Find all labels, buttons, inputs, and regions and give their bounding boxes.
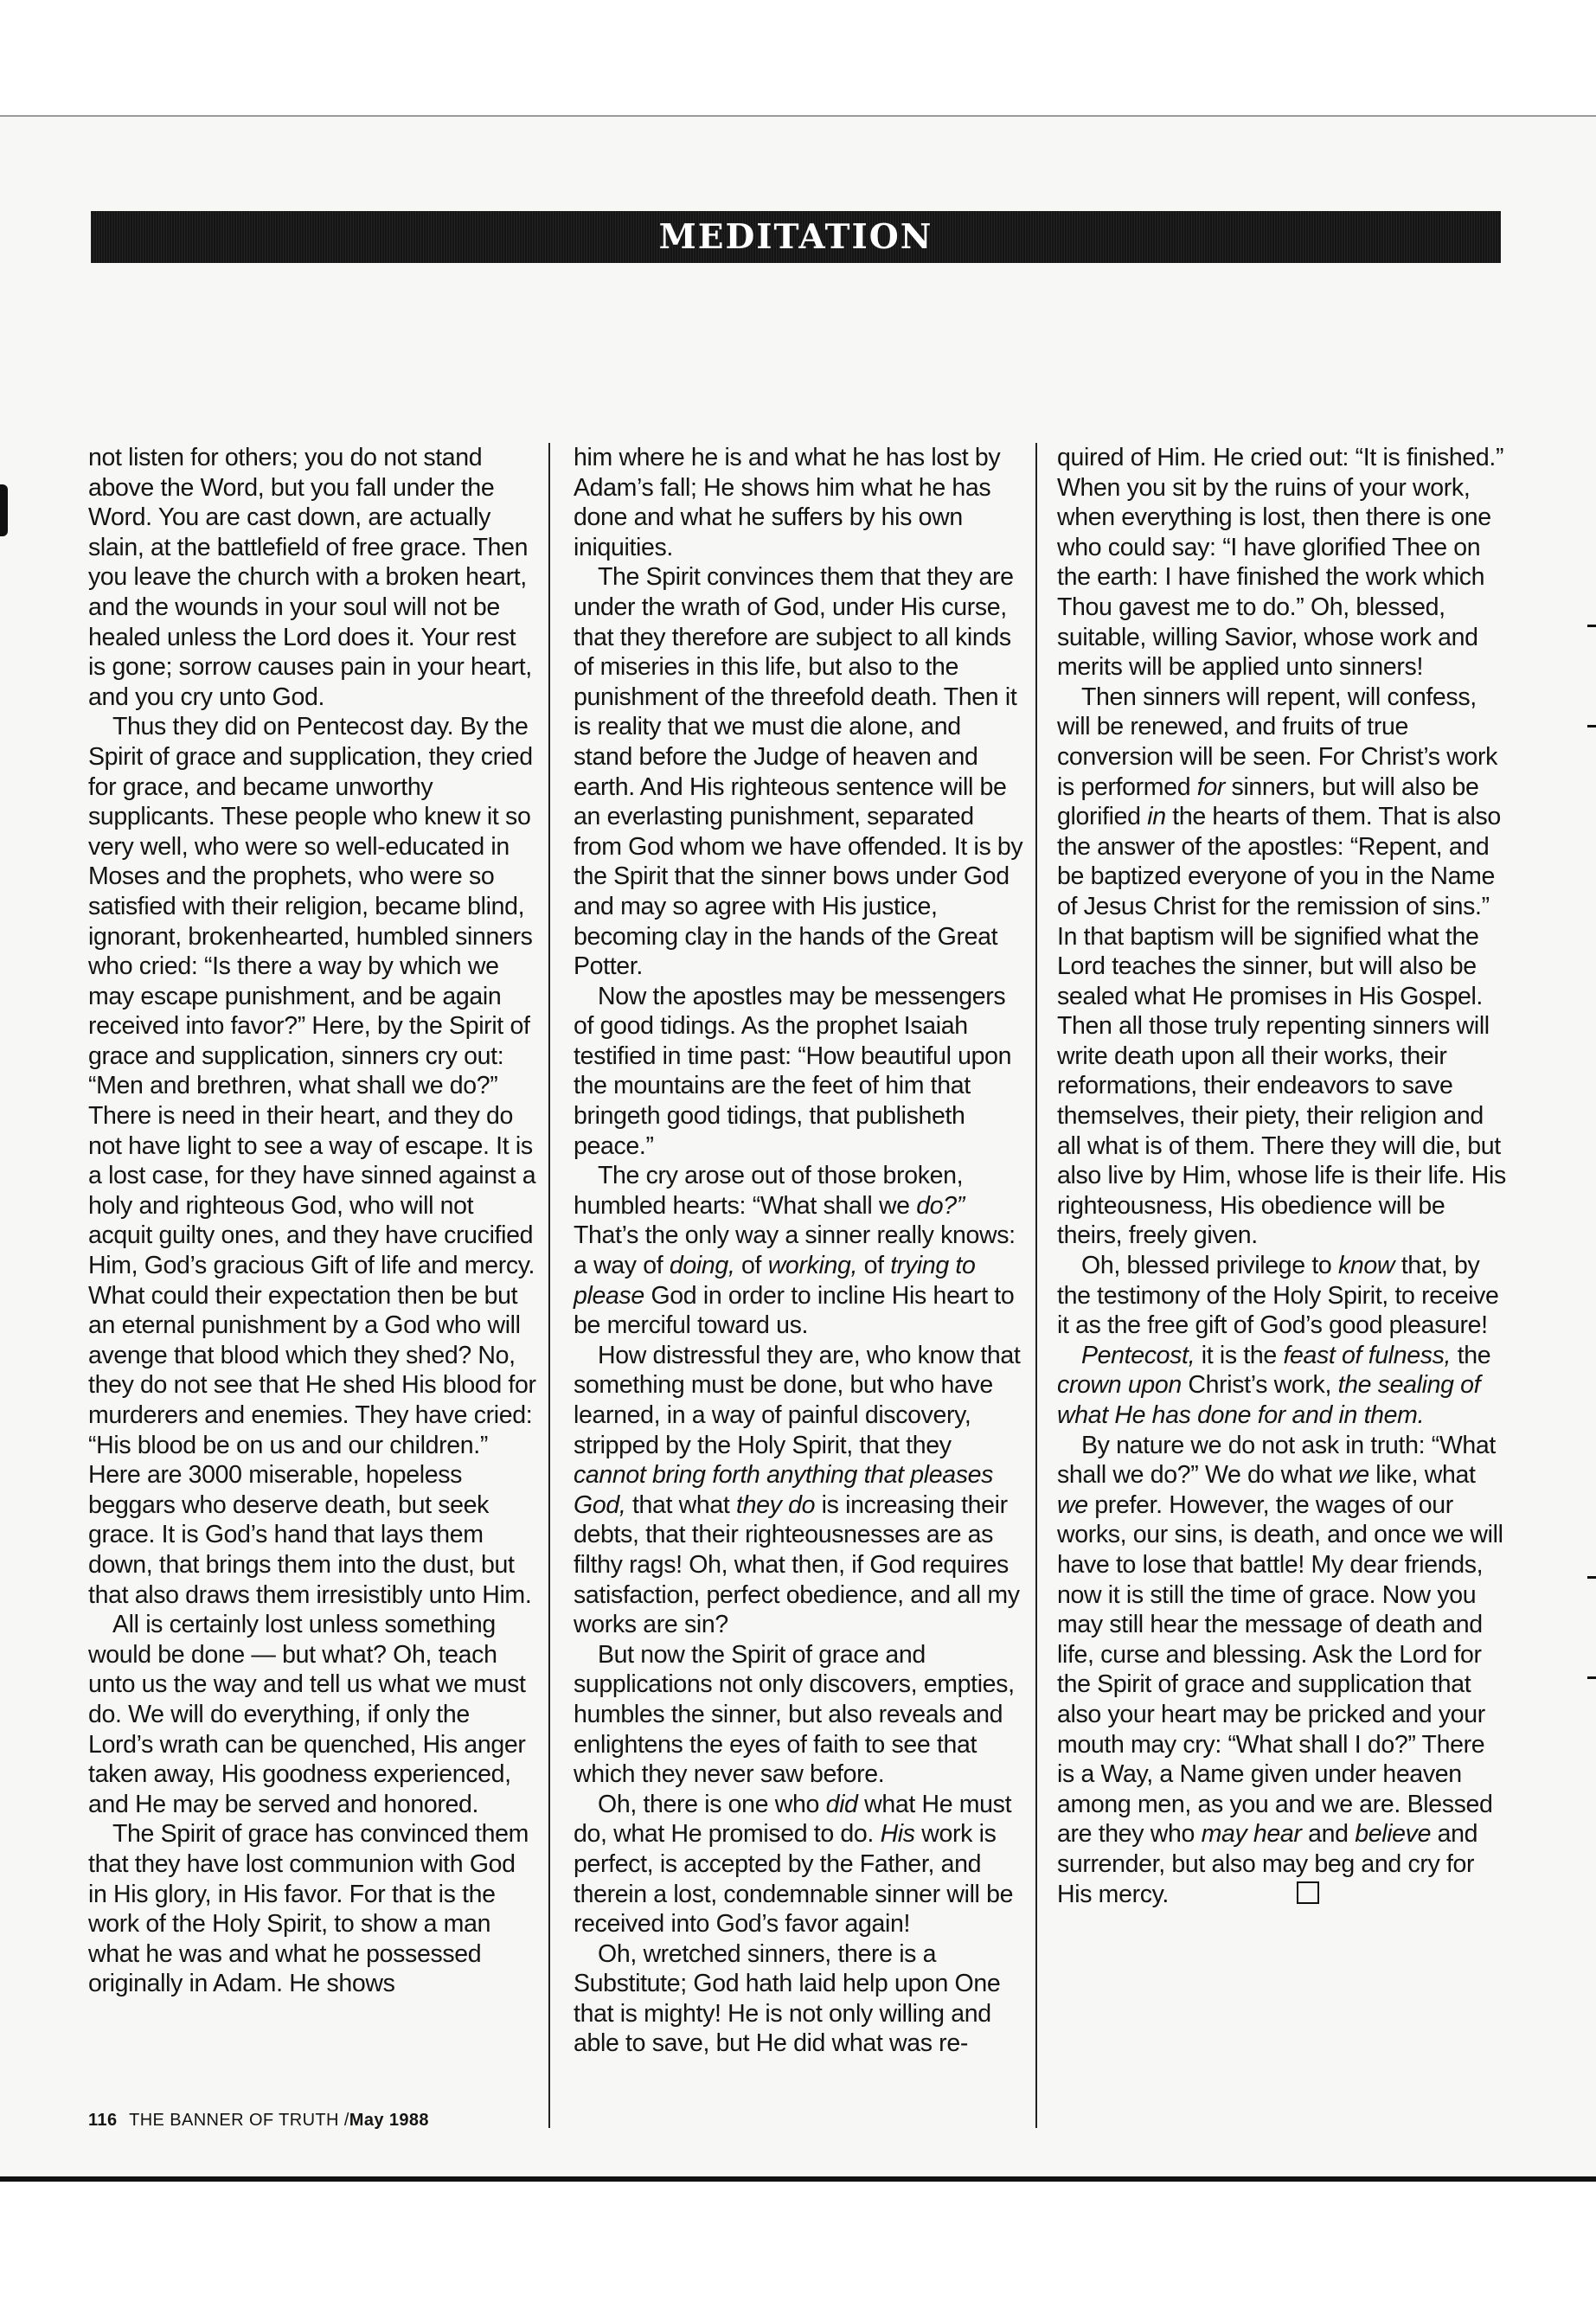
article-paragraph (574, 1640, 1023, 1790)
section-title: MEDITATION (658, 217, 933, 257)
text-run: is increasing their debts, that their righteousnesses are as filthy rags! Oh, what then, if God requires satisfaction, perfect obedience, and all my works are sin? (574, 1490, 1020, 1639)
emphasis-text: Pentecost, (1081, 1341, 1195, 1369)
text-run: Christ’s work, (1181, 1371, 1338, 1400)
emphasis-text: we (1337, 1461, 1369, 1490)
text-run: How distressful they are, who know that something must be done, but who have learned, in a way of painful discovery, stripped by the Holy Spirit, that they (574, 1341, 1021, 1459)
text-run: not listen for others; you do not stand above the Word, but you fall under the Word. You are cast down, are actually slain, at the battlefield of free grace. Then you leave the church with a broken heart, and the wounds in your soul will not be healed unless the Lord does it. Your rest is gone; sorrow causes pain in your heart, and you cry unto God. (88, 444, 532, 711)
text-run: The Spirit of grace has convinced them that they have lost communion with God in His glory, in His favor. For that is the work of the Holy Spirit, to show a man what he was and what he possessed originally in Adam. He shows (88, 1820, 529, 1998)
article-paragraph (88, 1819, 538, 1999)
article-paragraph (1057, 443, 1507, 683)
article-paragraph (88, 443, 538, 712)
emphasis-text: the sealing of what He has done for and in them. (1057, 1371, 1481, 1429)
article-paragraph (574, 1939, 1023, 2059)
text-column-3 (1057, 443, 1507, 1909)
page-footer (88, 2111, 429, 2131)
text-run: that what (625, 1490, 737, 1519)
text-run: sinners, but will also be glorified (1057, 772, 1479, 831)
column-divider (548, 443, 550, 2128)
text-run: what He must do, what He promised to do. (574, 1790, 1012, 1849)
section-banner (91, 211, 1501, 263)
text-run: Thus they did on Pentecost day. By the Spirit of grace and supplication, they cried for grace, and became unworthy supplicants. These people who knew it so very well, who were so well-educated in Moses and the prophets, who were so satisfied with their religion, became blind, ignorant, brokenhearted, humbled sinners who cried: “Is there a way by which we may escape punishment, and be again received into favor?” Here, by the Spirit of grace and supplication, sinners cry out: “Men and brethren, what shall we do?” There is need in their heart, and they do not have light to see a way of escape. It is a lost case, for they have sinned against a holy and righteous God, who will not acquit guilty ones, and they have crucified Him, God’s gracious Gift of life and mercy. What could their expectation then be but an eternal punishment by a God who will avenge that blood which they shed? No, they do not see that He shed His blood for murderers and enemies. They have cried: “His blood be on us and our children.” Here are 3000 miserable, hopeless beggars who deserve death, but seek grace. It is God’s hand that lays them down, that brings them into the dust, but that also draws them irresistibly unto Him. (88, 713, 536, 1609)
publication-name: THE BANNER OF TRUTH / (129, 2111, 349, 2130)
emphasis-text: they do (736, 1490, 816, 1519)
emphasis-text: for (1196, 772, 1225, 801)
article-paragraph (574, 1161, 1023, 1341)
text-run: like, what (1368, 1461, 1476, 1490)
text-run: and surrender, but also may beg and cry for His mercy. (1057, 1820, 1478, 1908)
text-run: All is certainly lost unless something would be done — but what? Oh, teach unto us the way and tell us what we must do. We will do everything, if only the Lord’s wrath can be quenched, His anger taken away, His goodness experienced, and He may be served and honored. (88, 1611, 526, 1818)
text-run: Now the apostles may be messengers of good tidings. As the prophet Isaiah testified in time past: “How beautiful upon the mountains are the feet of him that bringeth good tidings, that publisheth peace.” (574, 982, 1012, 1160)
text-run: and (1301, 1820, 1356, 1849)
article-paragraph (88, 712, 538, 1610)
text-run: God in order to incline His heart to be merciful toward us. (574, 1281, 1015, 1340)
issue-date: May 1988 (349, 2111, 429, 2130)
edge-tick (1587, 1576, 1596, 1579)
text-run: of (734, 1252, 768, 1280)
emphasis-text: do?” (916, 1191, 965, 1220)
binding-mark (0, 484, 8, 536)
text-run: that, by the testimony of the Holy Spirit, to receive it as the free gift of God’s good pleasure! (1057, 1252, 1499, 1340)
edge-tick (1587, 625, 1596, 627)
emphasis-text: we (1057, 1490, 1088, 1519)
emphasis-text: working, (767, 1252, 858, 1280)
article-paragraph (1057, 1251, 1507, 1341)
text-run: quired of Him. He cried out: “It is finished.” When you sit by the ruins of your work, when everything is lost, then there is one who could say: “I have glorified Thee on the earth: I have finished the work which Thou gavest me to do.” Oh, blessed, suitable, willing Savior, whose work and merits will be applied unto sinners! (1057, 444, 1504, 682)
article-paragraph (574, 562, 1023, 981)
article-paragraph (1057, 1431, 1507, 1910)
article-paragraph (574, 1341, 1023, 1640)
text-run: That’s the only way a sinner really knows: a way of (574, 1221, 1016, 1280)
article-paragraph (1057, 683, 1507, 1251)
article-paragraph (574, 982, 1023, 1162)
text-run: The cry arose out of those broken, humbled hearts: “What shall we (574, 1162, 964, 1220)
article-paragraph (1057, 1341, 1507, 1431)
emphasis-text: trying to please (574, 1252, 976, 1310)
end-of-article-square-icon (1297, 1881, 1319, 1904)
emphasis-text: doing, (669, 1252, 735, 1280)
scan-bottom-margin (0, 2176, 1596, 2301)
edge-tick (1587, 1676, 1596, 1679)
text-run: Oh, blessed privilege to (1081, 1252, 1338, 1280)
emphasis-text: cannot bring forth anything that pleases God, (574, 1461, 994, 1519)
text-run: it is the (1195, 1341, 1284, 1369)
scan-top-margin (0, 0, 1596, 117)
article-paragraph (574, 443, 1023, 562)
column-divider (1035, 443, 1037, 2128)
scan-edge-line (0, 2176, 1596, 2182)
article-paragraph (88, 1610, 538, 1819)
page-number: 116 (88, 2111, 118, 2130)
text-run: Oh, wretched sinners, there is a Substitute; God hath laid help upon One that is mighty! He is not only willing and able to save, but He did what was re- (574, 1939, 1001, 2058)
text-run: the (1451, 1341, 1491, 1369)
emphasis-text: did (825, 1790, 858, 1818)
text-column-2 (574, 443, 1023, 2059)
text-run: By nature we do not ask in truth: “What shall we do?” We do what (1057, 1431, 1497, 1490)
emphasis-text: in (1147, 803, 1166, 831)
emphasis-text: know (1338, 1252, 1395, 1280)
text-column-1 (88, 443, 538, 1999)
emphasis-text: feast of fulness, (1283, 1341, 1452, 1369)
text-run: prefer. However, the wages of our works, our sins, is death, and once we will have to lose that battle! My dear friends, now it is still the time of grace. Now you may still hear the message of death and life, curse and blessing. Ask the Lord for the Spirit of grace and supplication that also your heart may be pricked and your mouth may cry: “What shall I do?” There is a Way, a Name given under heaven among men, as you and we are. Blessed are they who (1057, 1490, 1503, 1849)
text-run: The Spirit convinces them that they are under the wrath of God, under His curse, that they therefore are subject to all kinds of miseries in this life, but also to the punishment of the threefold death. Then it is reality that we must die alone, and stand before the Judge of heaven and earth. And His righteous sentence will be an everlasting punishment, separated from God whom we have offended. It is by the Spirit that the sinner bows under God and may so agree with His justice, becoming clay in the hands of the Great Potter. (574, 563, 1023, 981)
emphasis-text: believe (1355, 1820, 1432, 1849)
text-run: Oh, there is one who (598, 1790, 826, 1818)
text-run: Then sinners will repent, will confess, will be renewed, and fruits of true conversion will be seen. For Christ’s work is performed (1057, 683, 1498, 801)
text-run: of (857, 1252, 891, 1280)
text-run: him where he is and what he has lost by Adam’s fall; He shows him what he has done and what he suffers by his own iniquities. (574, 444, 1001, 561)
emphasis-text: His (880, 1820, 915, 1849)
text-run: But now the Spirit of grace and supplications not only discovers, empties, humbles the sinner, but also reveals and enlightens the eyes of faith to see that which they never saw before. (574, 1640, 1015, 1789)
article-paragraph (574, 1790, 1023, 1939)
text-run: the hearts of them. That is also the answer of the apostles: “Repent, and be baptized everyone of you in the Name of Jesus Christ for the remission of sins.” In that baptism will be signified what the Lord teaches the sinner, but will also be sealed what He promises in His Gospel. Then all those truly repenting sinners will write death upon all their works, their reformations, their endeavors to save themselves, their piety, their religion and all what is of them. There they will die, but also live by Him, whose life is their life. His righteousness, His obedience will be theirs, freely given. (1057, 803, 1506, 1250)
text-run: work is perfect, is accepted by the Father, and therein a lost, condemnable sinner will be received into God’s favor again! (574, 1820, 1014, 1939)
emphasis-text: may hear (1201, 1820, 1302, 1849)
edge-tick (1587, 725, 1596, 727)
scan-edge-line (0, 115, 1596, 117)
emphasis-text: crown upon (1057, 1371, 1182, 1400)
